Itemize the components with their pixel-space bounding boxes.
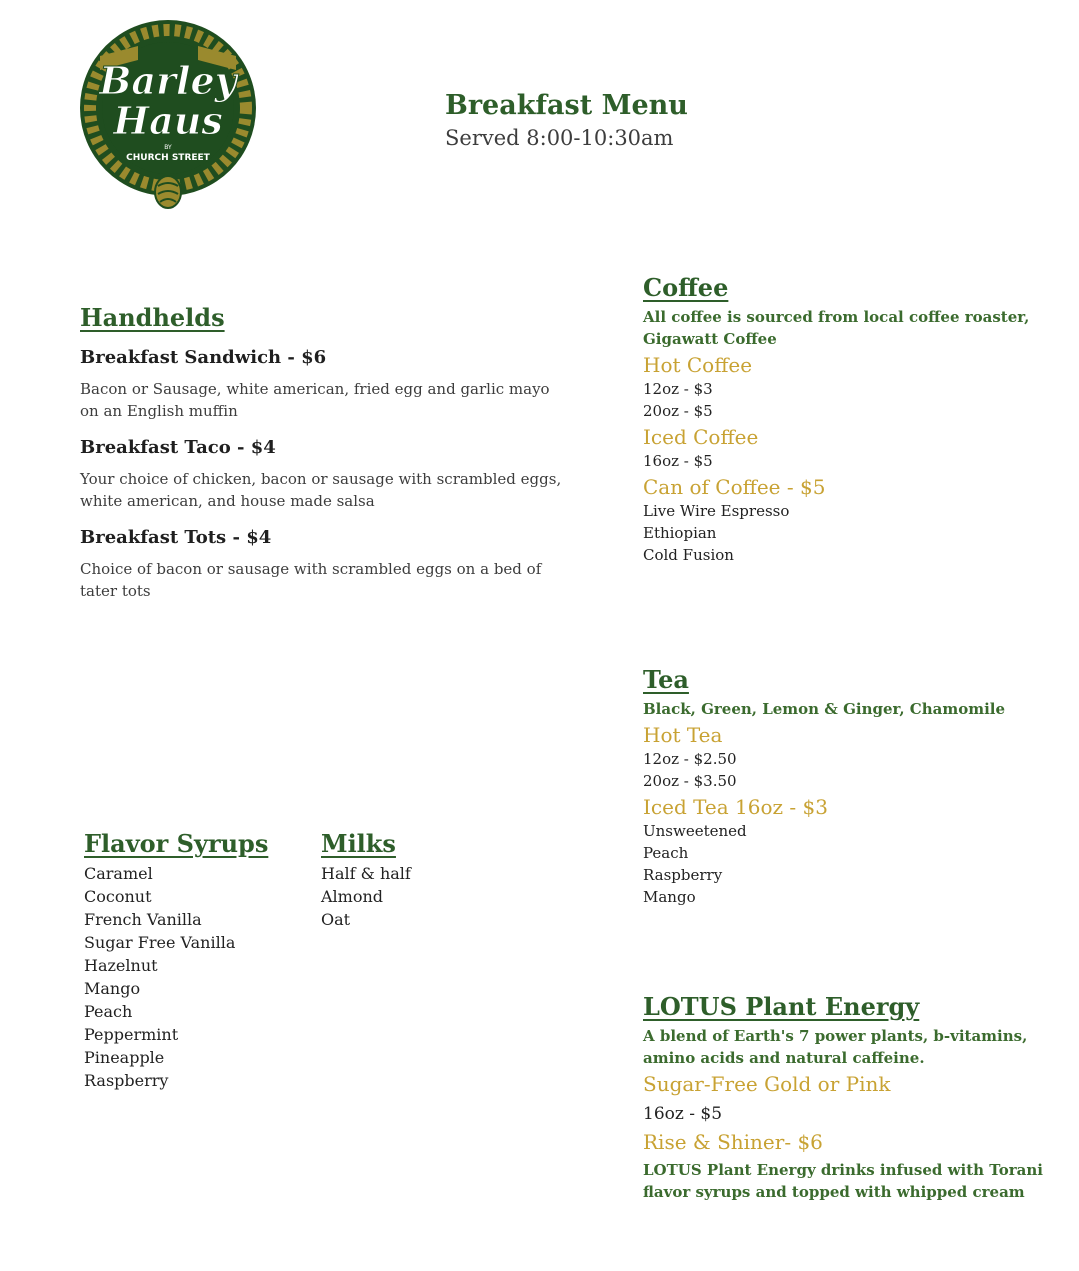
list-item: Almond xyxy=(321,887,384,906)
rise-shiner-label: Rise & Shiner- $6 xyxy=(643,1130,823,1154)
list-item: Peppermint xyxy=(84,1025,179,1044)
size-price: 16oz - $5 xyxy=(643,452,713,470)
flavor-item: Raspberry xyxy=(643,866,723,884)
list-item: Mango xyxy=(84,979,141,998)
barley-haus-logo xyxy=(78,16,258,216)
tea-heading: Tea xyxy=(643,665,689,694)
list-item: Caramel xyxy=(84,864,153,883)
item-name: Breakfast Tots - $4 xyxy=(80,527,272,548)
flavor-syrups-heading: Flavor Syrups xyxy=(84,829,269,858)
flavor-item: Ethiopian xyxy=(643,524,717,542)
handhelds-section xyxy=(80,304,570,608)
list-item: Pineapple xyxy=(84,1048,165,1067)
hot-coffee-label: Hot Coffee xyxy=(643,353,753,377)
menu-header xyxy=(445,90,775,152)
coffee-section xyxy=(643,274,1043,566)
lotus-section xyxy=(643,993,1063,1205)
flavor-item: Cold Fusion xyxy=(643,546,734,564)
list-item: Sugar Free Vanilla xyxy=(84,933,236,952)
list-item: Hazelnut xyxy=(84,956,158,975)
menu-item xyxy=(80,526,570,602)
item-name: Breakfast Taco - $4 xyxy=(80,437,276,458)
flavor-item: Mango xyxy=(643,888,696,906)
tea-note: Black, Green, Lemon & Ginger, Chamomile xyxy=(643,700,1006,718)
tea-section xyxy=(643,666,1043,908)
list-item: Oat xyxy=(321,910,351,929)
coffee-heading: Coffee xyxy=(643,273,729,302)
coffee-note: All coffee is sourced from local coffee roaster, Gigawatt Coffee xyxy=(643,308,1030,348)
item-name: Breakfast Sandwich - $6 xyxy=(80,347,327,368)
flavor-item: Peach xyxy=(643,844,689,862)
page-title: Breakfast Menu xyxy=(445,90,688,121)
iced-coffee-label: Iced Coffee xyxy=(643,425,759,449)
milks-section xyxy=(321,830,501,931)
flavor-item: Live Wire Espresso xyxy=(643,502,790,520)
logo-text-line1: Barley xyxy=(99,58,237,103)
item-description: Your choice of chicken, bacon or sausage with scrambled eggs, white american, and house made salsa xyxy=(80,470,562,510)
rise-shiner-note: LOTUS Plant Energy drinks infused with Torani flavor syrups and topped with whipped cream xyxy=(643,1161,1043,1201)
list-item: Peach xyxy=(84,1002,133,1021)
can-coffee-label: Can of Coffee - $5 xyxy=(643,475,826,499)
size-price: 12oz - $2.50 xyxy=(643,750,737,768)
list-item: Half & half xyxy=(321,864,411,883)
milk-list xyxy=(321,862,501,931)
logo-text-line3: CHURCH STREET xyxy=(126,153,210,163)
logo-text-by: BY xyxy=(164,144,172,151)
size-price: 12oz - $3 xyxy=(643,380,713,398)
menu-item xyxy=(80,436,570,512)
served-hours: Served 8:00-10:30am xyxy=(445,126,674,150)
hop-icon xyxy=(155,176,181,208)
lotus-heading: LOTUS Plant Energy xyxy=(643,992,920,1021)
logo-emblem xyxy=(78,16,258,216)
syrup-list xyxy=(84,862,304,1092)
list-item: Coconut xyxy=(84,887,152,906)
logo-text-line2: Haus xyxy=(113,98,223,143)
size-price: 20oz - $3.50 xyxy=(643,772,737,790)
handhelds-heading: Handhelds xyxy=(80,303,225,332)
hot-tea-label: Hot Tea xyxy=(643,723,723,747)
item-description: Choice of bacon or sausage with scrambled eggs on a bed of tater tots xyxy=(80,560,542,600)
iced-tea-label: Iced Tea 16oz - $3 xyxy=(643,795,828,819)
item-description: Bacon or Sausage, white american, fried egg and garlic mayo on an English muffin xyxy=(80,380,550,420)
milks-heading: Milks xyxy=(321,829,396,858)
lotus-flavor-label: Sugar-Free Gold or Pink xyxy=(643,1072,891,1096)
size-price: 20oz - $5 xyxy=(643,402,713,420)
menu-item xyxy=(80,346,570,422)
lotus-note: A blend of Earth's 7 power plants, b-vitamins, amino acids and natural caffeine. xyxy=(643,1027,1028,1067)
flavor-item: Unsweetened xyxy=(643,822,747,840)
list-item: Raspberry xyxy=(84,1071,169,1090)
flavor-syrups-section xyxy=(84,830,304,1092)
size-price: 16oz - $5 xyxy=(643,1104,723,1124)
list-item: French Vanilla xyxy=(84,910,202,929)
